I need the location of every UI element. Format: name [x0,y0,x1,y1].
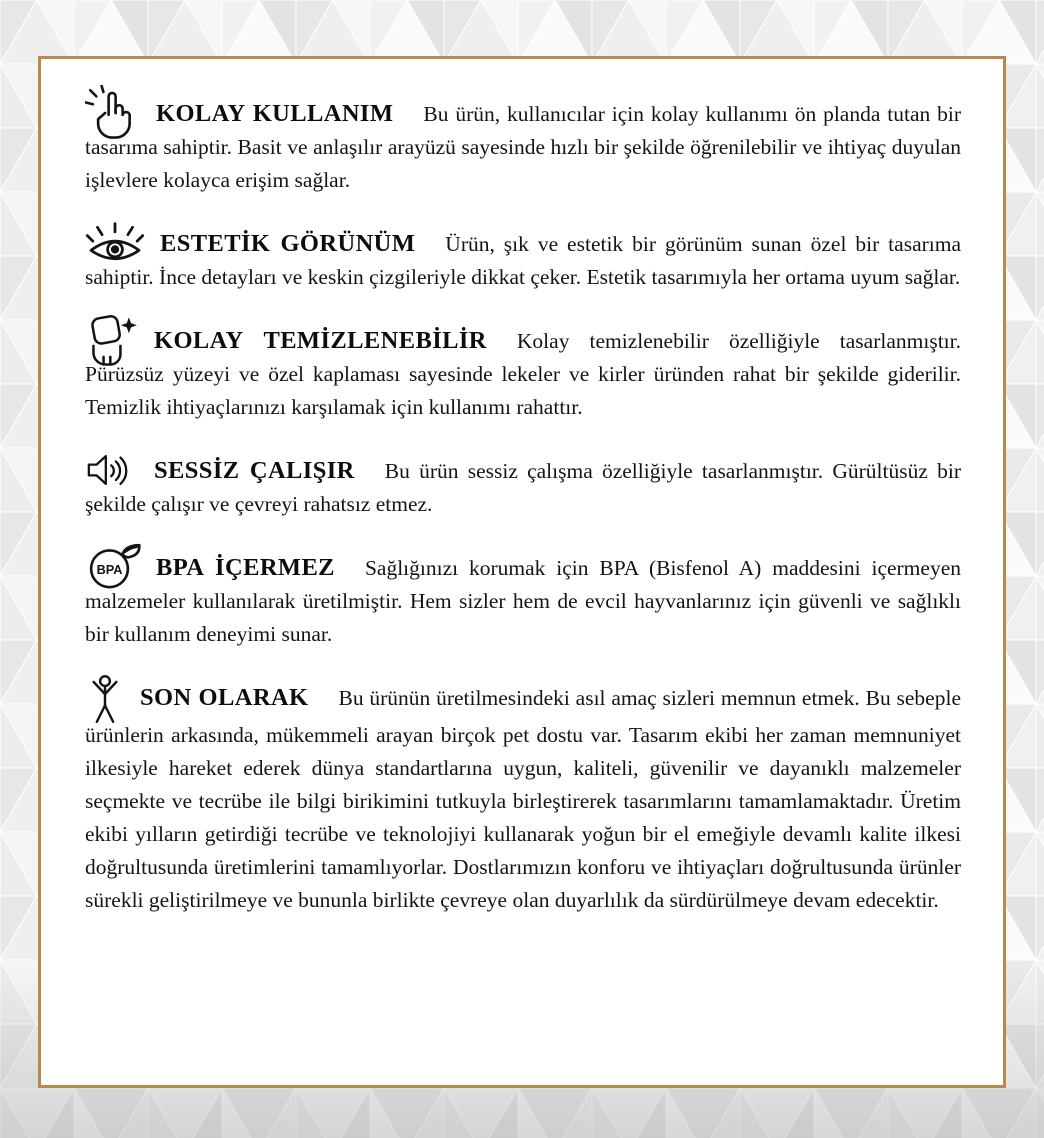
section-heading: ESTETİK GÖRÜNÜM [160,230,416,257]
cleaning-hand-icon [85,312,139,368]
eye-icon [85,219,145,267]
section-body: Kolay temizlenebilir özelliğiyle tasarlanmıştır. Pürüzsüz yüzeyi ve özel kaplaması sayesinde lekeler ve kirler üründen rahat bir şekilde giderilir. Temizlik ihtiyaçlarınızı karşılamak için kullanımı rahattır. [85,329,961,419]
gold-frame-panel [38,56,1006,1088]
section-bpa-free [85,551,961,651]
section-heading: BPA İÇERMEZ [156,554,335,581]
section-aesthetic-look [85,227,961,294]
section-heading: KOLAY KULLANIM [156,100,394,127]
section-body: Bu ürün sessiz çalışma özelliğiyle tasarlanmıştır. Gürültüsüz bir şekilde çalışır ve çevreyi rahatsız etmez. [85,459,961,516]
snap-fingers-icon [85,85,141,141]
speaker-sound-icon [85,449,139,491]
cheering-person-icon [85,673,125,725]
bpa-free-icon [85,539,141,595]
section-body: Bu ürün, kullanıcılar için kolay kullanımı ön planda tutan bir tasarıma sahiptir. Basit ve anlaşılır arayüzü sayesinde hızlı bir şekilde öğrenilebilir ve ihtiyaç duyulan işlevlere kolayca erişim sağlar. [85,102,961,192]
section-easy-clean [85,324,961,424]
section-silent-operation [85,454,961,521]
section-body: Bu ürünün üretilmesindeki asıl amaç sizleri memnun etmek. Bu sebeple ürünlerin arkasında, mükemmeli arayan birçok pet dostu var. Tasarım ekibi her zaman memnuniyet ilkesiyle hareket ederek dünya standartlarına uygun, kaliteli, güvenilir ve dayanıklı malzemeler seçmekte ve tecrübe ile bilgi birikimini tutkuyla birleştirerek tasarımlarını tamamlamaktadır. Üretim ekibi yılların getirdiği tecrübe ve teknolojiyi kullanarak yoğun bir el emeğiyle devamlı kalite ilkesi doğrultusunda üretimlerini tamamlıyorlar. Dostlarımızın konforu ve ihtiyaçları doğrultusunda ürünler sürekli geliştirilmeye ve bununla birlikte çevreye olan duyarlılık da sürdürülmeye devam edecektir. [85,686,961,913]
section-body: Ürün, şık ve estetik bir görünüm sunan özel bir tasarıma sahiptir. İnce detayları ve keskin çizgileriyle dikkat çeker. Estetik tasarımıyla her ortama uyum sağlar. [85,232,962,289]
section-finally [85,681,961,917]
section-body: Sağlığınızı korumak için BPA (Bisfenol A) maddesini içermeyen malzemeler kullanılarak üretilmiştir. Hem sizler hem de evcil hayvanlarınız için güvenli ve sağlıklı bir kullanım deneyimi sunar. [85,556,961,646]
section-easy-use [85,97,961,197]
section-heading: SON OLARAK [140,684,309,711]
section-heading: SESSİZ ÇALIŞIR [154,457,355,484]
bpa-icon-label: BPA [96,563,123,578]
section-heading: KOLAY TEMİZLENEBİLİR [154,327,487,354]
